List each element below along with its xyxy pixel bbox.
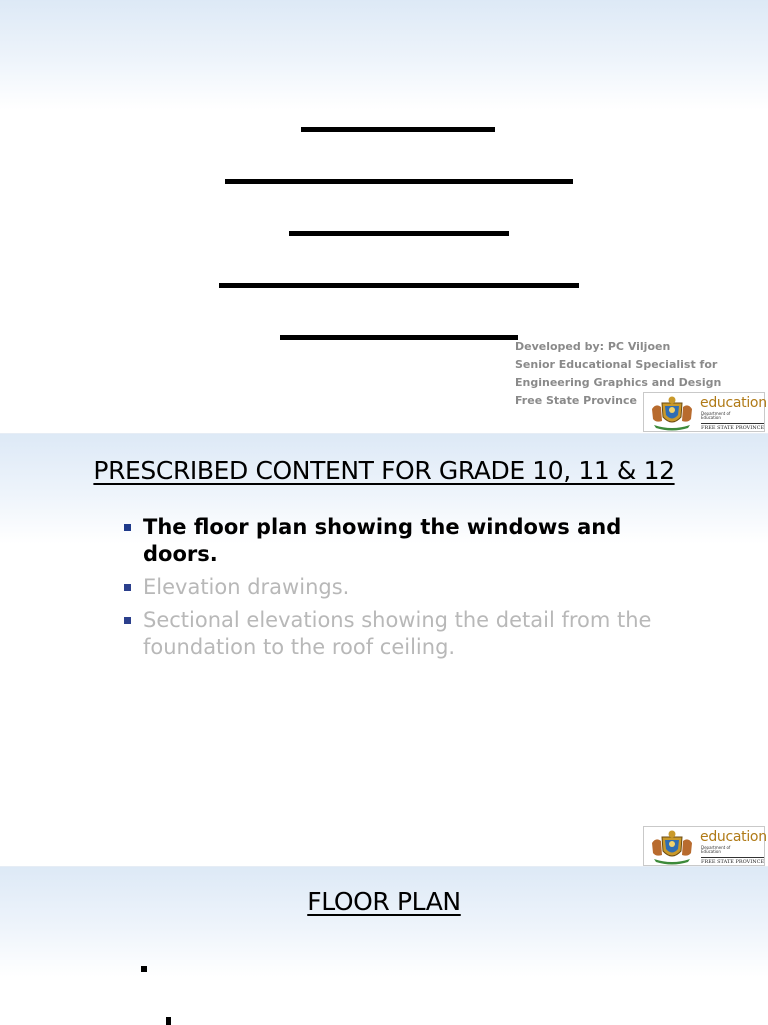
credit-line-2: Senior Educational Specialist for xyxy=(515,358,718,371)
slide-title: PRESCRIBED CONTENT FOR GRADE 10, 11 & 12 xyxy=(93,456,675,485)
title-blank-line-2 xyxy=(225,179,573,184)
title-blank-line-3 xyxy=(289,231,509,236)
logo-word: education xyxy=(700,829,767,845)
slide-title: FLOOR PLAN xyxy=(307,887,461,916)
title-slide xyxy=(0,0,768,433)
credit-line-4: Free State Province xyxy=(515,394,637,407)
education-logo xyxy=(643,826,765,866)
bullet-square-icon xyxy=(124,524,131,531)
logo-province: FREE STATE PROVINCE xyxy=(701,425,765,431)
bullet-square-icon xyxy=(124,584,131,591)
title-blank-line-4 xyxy=(219,283,579,288)
logo-province: FREE STATE PROVINCE xyxy=(701,859,765,865)
coat-of-arms-icon xyxy=(648,395,696,431)
bullet-square-icon xyxy=(124,617,131,624)
title-blank-line-1 xyxy=(301,127,495,132)
floor-plan-slide xyxy=(0,866,768,1025)
credit-line-1: Developed by: PC Viljoen xyxy=(515,340,671,353)
education-logo xyxy=(643,392,765,432)
bullet-mark xyxy=(141,966,147,972)
title-blank-line-5 xyxy=(280,335,518,340)
logo-word: education xyxy=(700,395,767,411)
bullet-item: Sectional elevations showing the detail from the foundation to the roof ceiling. xyxy=(122,607,682,661)
bullet-item: Elevation drawings. xyxy=(122,574,682,601)
logo-department: Department of Education xyxy=(701,845,731,854)
content-bullet-list xyxy=(122,514,682,667)
bullet-item: The floor plan showing the windows and doors. xyxy=(122,514,682,568)
content-slide xyxy=(0,433,768,867)
logo-department: Department of Education xyxy=(701,411,731,420)
credit-line-3: Engineering Graphics and Design xyxy=(515,376,722,389)
coat-of-arms-icon xyxy=(648,829,696,865)
